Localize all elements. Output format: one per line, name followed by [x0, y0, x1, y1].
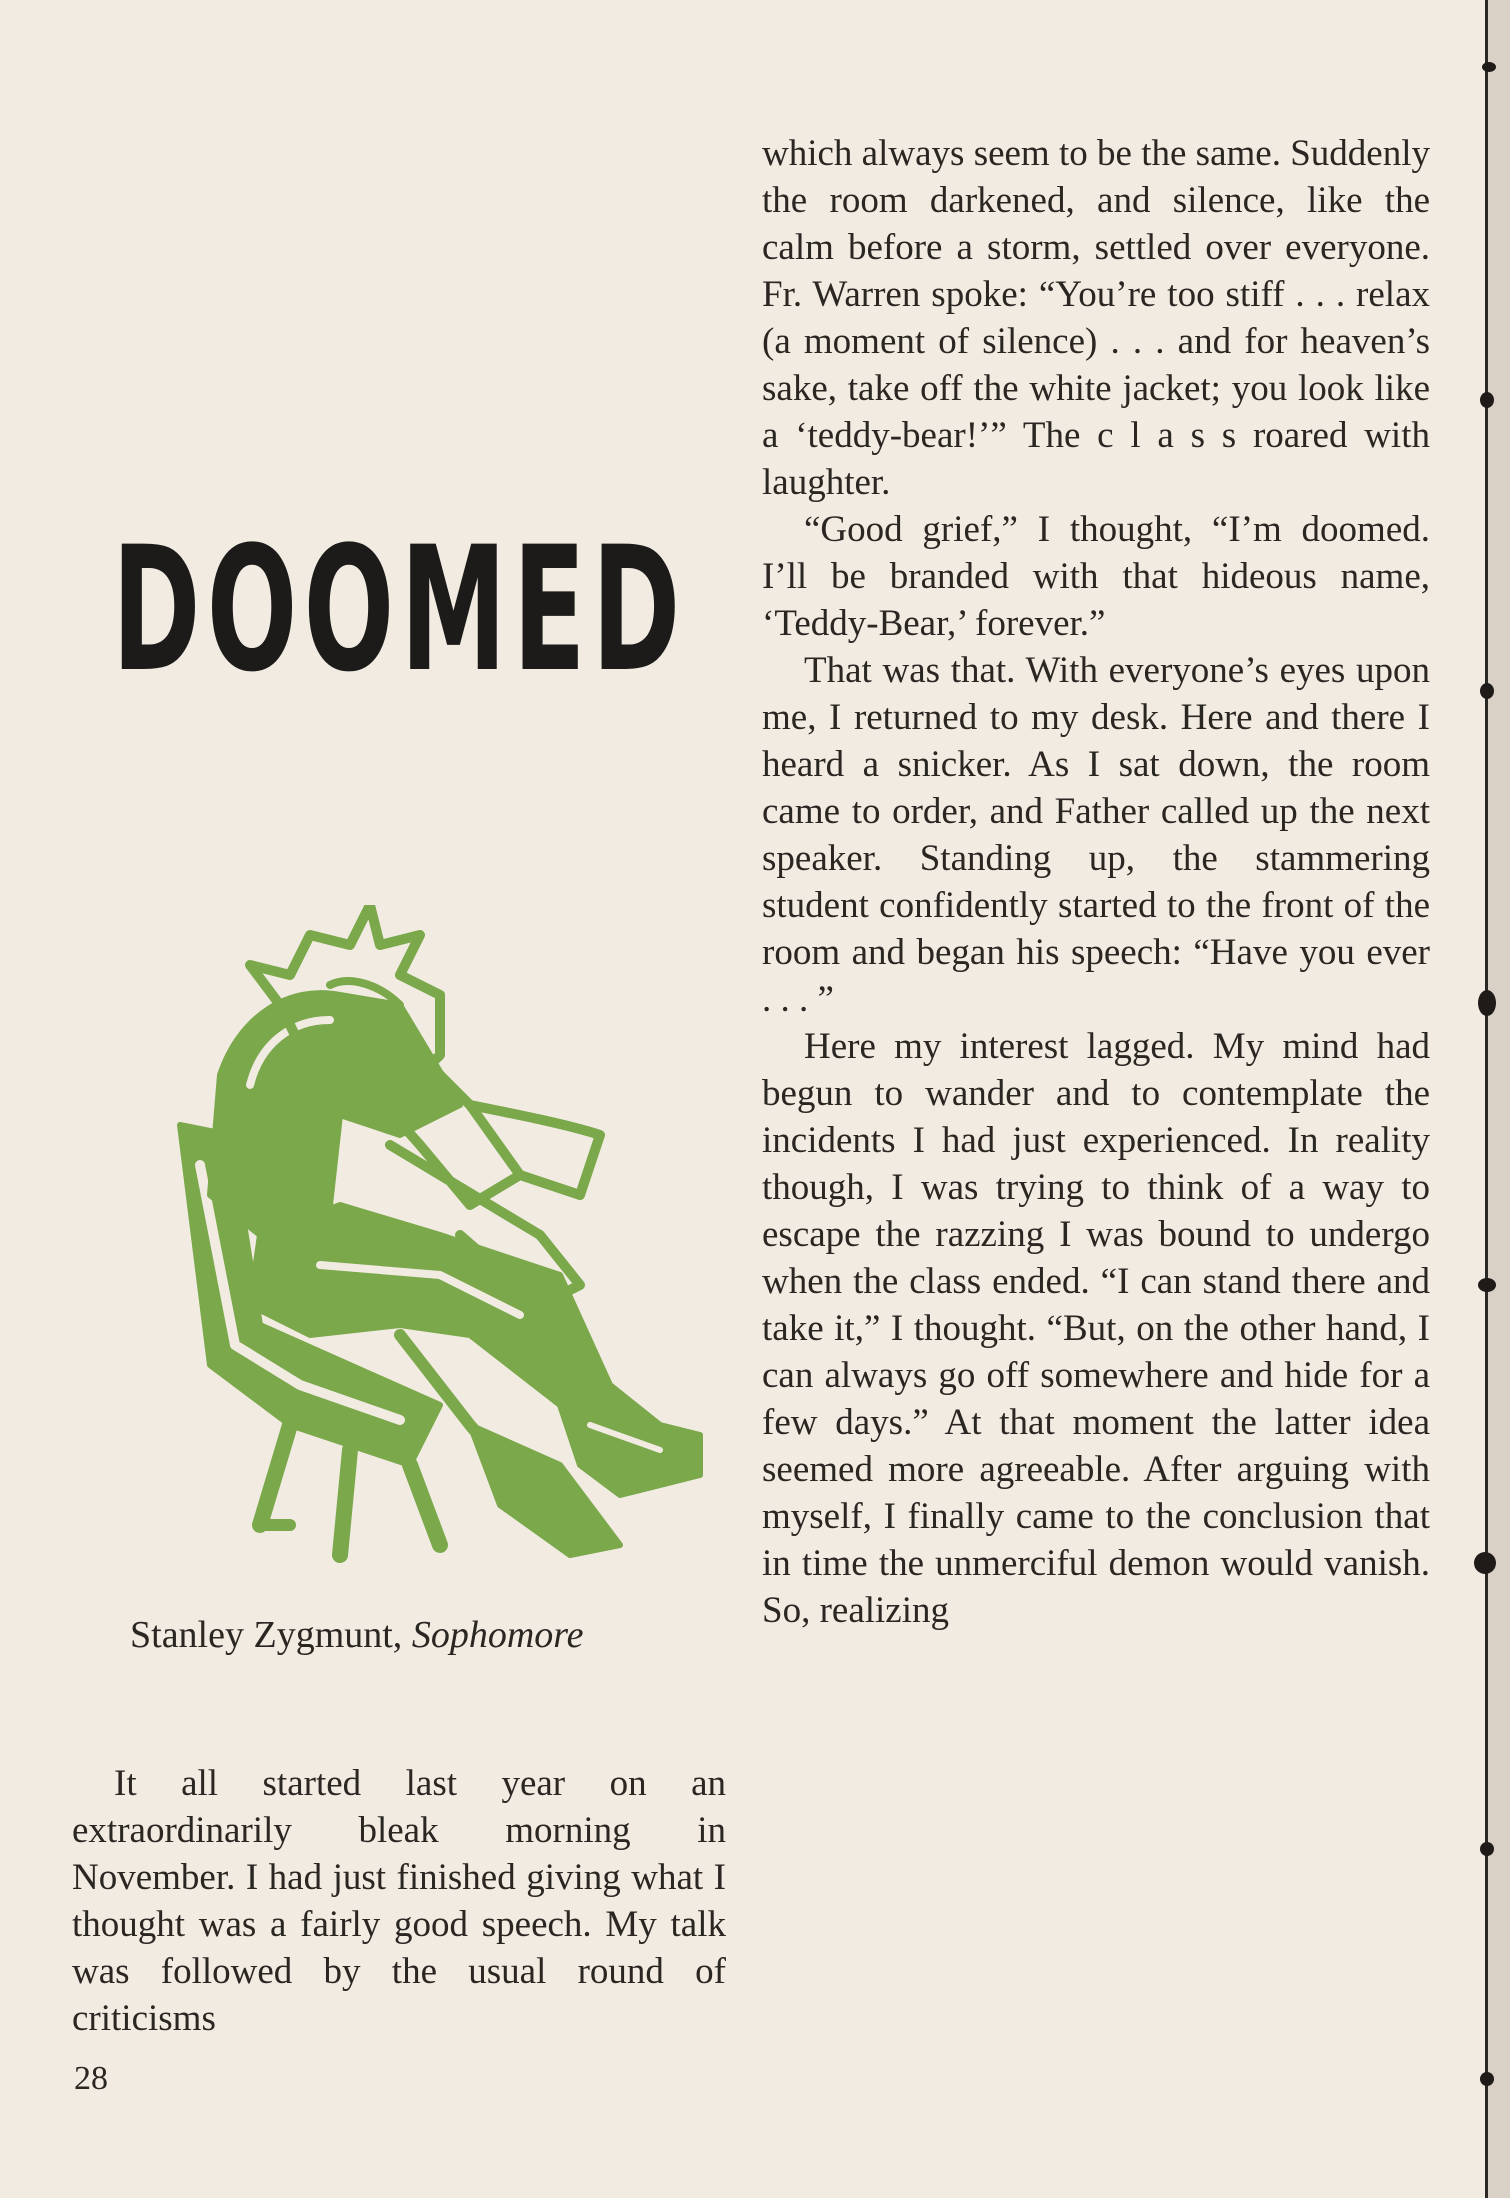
binding-edge: [1485, 0, 1510, 2198]
seated-boy-illustration: [140, 905, 780, 1585]
right-text-column: [762, 130, 1430, 1634]
article-title: DOOMED: [112, 509, 687, 711]
binding-hole: [1480, 1842, 1494, 1856]
paragraph: “Good grief,” I thought, “I’m doomed. I’ll be branded with that hideous name, ‘Teddy-Bear,’ forever.”: [762, 509, 1430, 644]
binding-hole: [1478, 990, 1496, 1016]
binding-hole: [1482, 62, 1496, 72]
paragraph: It all started last year on an extraordinarily bleak morning in November. I had just finished giving what I thought was a fairly good speech. My talk was followed by the usual round of criticisms: [72, 1763, 726, 2039]
paragraph: Here my interest lagged. My mind had begun to wander and to contemplate the incidents I had just experienced. In reality though, I was trying to think of a way to escape the razzing I was bound to undergo when the class ended. “I can stand there and take it,” I thought. “But, on the other hand, I can always go off somewhere and hide for a few days.” At that moment the latter idea seemed more agreeable. After arguing with myself, I finally came to the conclusion that in time the unmerciful demon would vanish. So, realizing: [762, 1026, 1430, 1631]
binding-hole: [1478, 1278, 1496, 1292]
left-text-column: [72, 1760, 726, 2042]
author-byline: [130, 1610, 700, 1660]
author-class: Sophomore: [411, 1614, 584, 1656]
paragraph: That was that. With everyone’s eyes upon me, I returned to my desk. Here and there I heard a snicker. As I sat down, the room came to order, and Father called up the next speaker. Standing up, the stammering student confidently started to the front of the room and began his speech: “Have you ever . . . ”: [762, 650, 1430, 1020]
author-name: Stanley Zygmunt,: [130, 1614, 403, 1656]
binding-hole: [1474, 1552, 1496, 1574]
page-number: 28: [74, 2060, 108, 2097]
binding-hole: [1480, 392, 1494, 408]
paragraph: which always seem to be the same. Suddenly the room darkened, and silence, like the calm before a storm, settled over everyone. Fr. Warren spoke: “You’re too stiff . . . relax (a moment of silence) . . . and for heaven’s sake, take off the white jacket; you look like a ‘teddy-bear!’” The c l a s s roared with laughter.: [762, 133, 1430, 503]
binding-hole: [1480, 2072, 1494, 2086]
binding-hole: [1480, 683, 1494, 699]
